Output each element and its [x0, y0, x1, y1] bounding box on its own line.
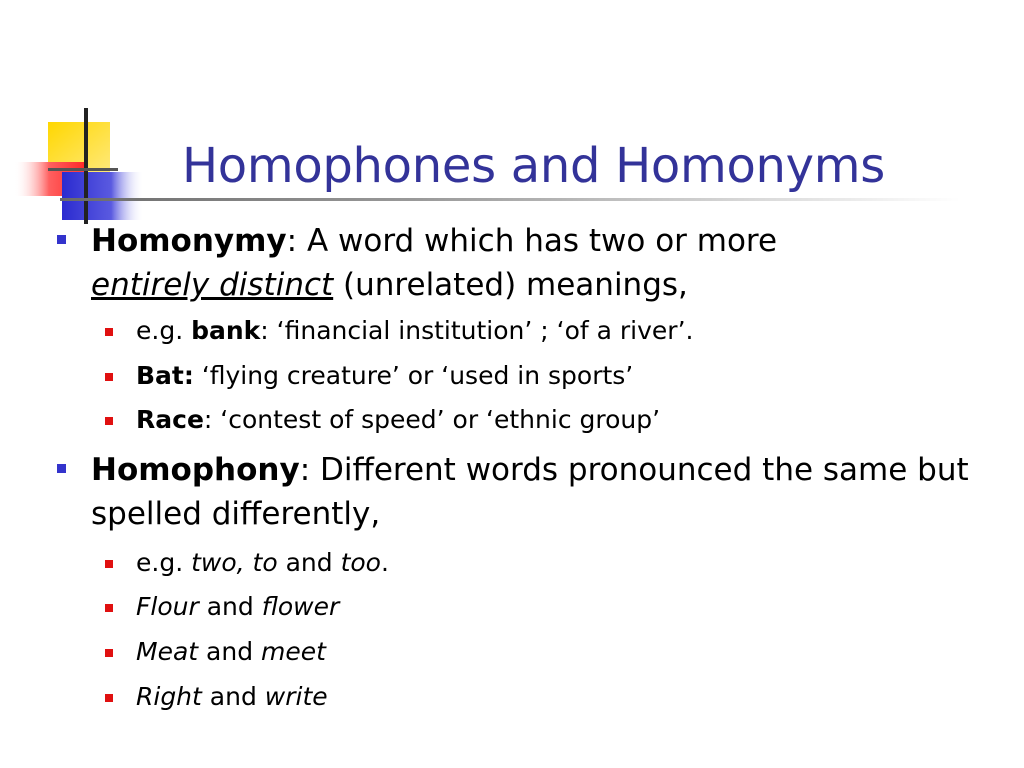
square-bullet-icon	[105, 328, 113, 336]
homonymy-def-b: (unrelated) meanings,	[333, 267, 688, 303]
example-race	[136, 405, 660, 435]
bullet-homonymy	[91, 219, 971, 307]
example-meanings: ‘flying creature’ or ‘used in sports’	[193, 361, 634, 390]
colon: :	[286, 223, 298, 259]
example-and: and	[277, 548, 341, 577]
pair-word-1: Right	[136, 682, 202, 711]
pair-word-2: write	[264, 682, 328, 711]
square-bullet-icon	[105, 373, 113, 381]
square-bullet-icon	[105, 560, 113, 568]
example-word: Bat:	[136, 361, 194, 390]
example-bat	[136, 361, 633, 391]
square-bullet-icon	[57, 235, 66, 244]
example-meanings: : ‘contest of speed’ or ‘ethnic group’	[203, 405, 661, 434]
pair-and: and	[201, 682, 265, 711]
example-meat-meet	[136, 637, 326, 667]
homophony-def: : Different words pronounced the same but spelled differently,	[91, 452, 969, 532]
example-prefix: e.g.	[136, 316, 192, 345]
example-meanings: : ‘financial institution’ ; ‘of a river’.	[260, 316, 694, 345]
term-homophony: Homophony	[91, 452, 300, 488]
example-word: Race	[136, 405, 204, 434]
example-period: .	[380, 548, 389, 577]
example-words: two, to	[191, 548, 278, 577]
example-prefix: e.g.	[136, 548, 192, 577]
pair-and: and	[198, 637, 262, 666]
example-right-write	[136, 682, 328, 712]
slide-title: Homophones and Homonyms	[182, 138, 885, 194]
square-bullet-icon	[105, 649, 113, 657]
pair-word-2: meet	[261, 637, 326, 666]
example-word: bank	[191, 316, 261, 345]
bullet-homophony	[91, 448, 971, 536]
square-bullet-icon	[105, 417, 113, 425]
example-bank	[136, 316, 693, 346]
square-bullet-icon	[105, 604, 113, 612]
pair-word-2: flower	[261, 592, 340, 621]
pair-word-1: Meat	[136, 637, 199, 666]
example-word: too	[340, 548, 381, 577]
term-homonymy: Homonymy	[91, 223, 287, 259]
pair-and: and	[198, 592, 262, 621]
homonymy-def-a: A word which has two or more	[297, 223, 778, 259]
example-two-to-too	[136, 548, 389, 578]
square-bullet-icon	[105, 694, 113, 702]
homonymy-emphasis: entirely distinct	[91, 267, 334, 303]
example-flour-flower	[136, 592, 339, 622]
square-bullet-icon	[57, 464, 66, 473]
pair-word-1: Flour	[136, 592, 199, 621]
